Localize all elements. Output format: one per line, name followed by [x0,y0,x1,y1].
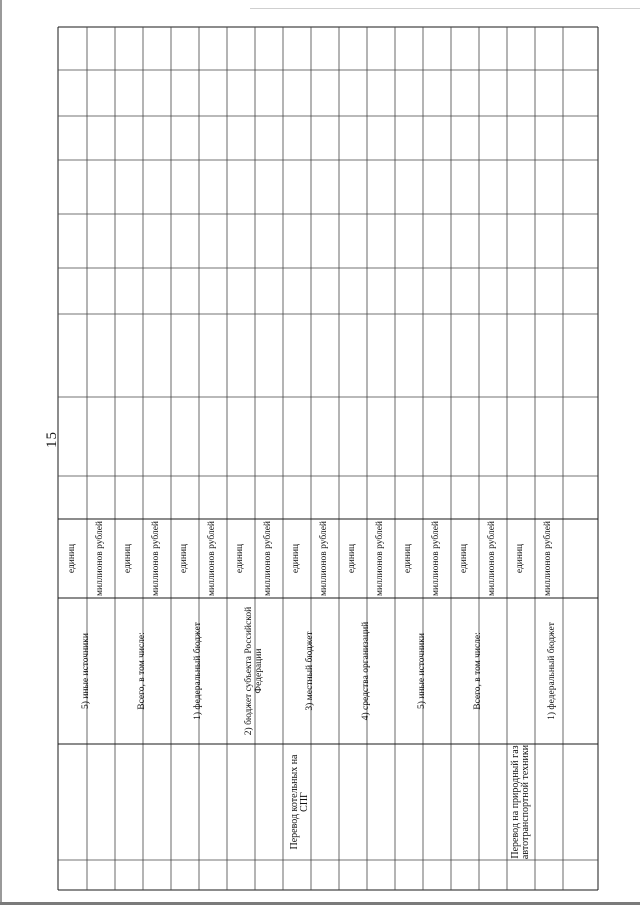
source-cell-local: 3) местный бюджет [305,631,316,711]
unit-cell: единиц [291,543,302,574]
unit-cell: миллионов рублей [487,521,498,596]
unit-cell: единиц [179,543,190,574]
unit-cell: миллионов рублей [375,521,386,596]
unit-cell: миллионов рублей [151,521,162,596]
unit-cell: миллионов рублей [319,521,330,596]
source-cell-regional: 2) бюджет субъекта Российской Федерации [244,606,264,736]
source-cell-other: 5) иные источники [80,633,91,709]
unit-cell: единиц [123,543,134,574]
source-cell-federal: 1) федеральный бюджет [193,622,204,720]
unit-cell: миллионов рублей [431,521,442,596]
unit-cell: миллионов рублей [543,521,554,596]
unit-cell: единиц [403,543,414,574]
unit-cell: единиц [347,543,358,574]
unit-cell: единиц [66,543,77,574]
unit-cell: миллионов рублей [95,521,106,596]
unit-cell: миллионов рублей [263,521,274,596]
page-number: 15 [44,431,60,448]
source-cell-other: 5) иные источники [417,633,428,709]
unit-cell: единиц [235,543,246,574]
source-cell-total: Всего, в том числе: [473,632,484,710]
category-boilers: Перевод котельных на СПГ [288,754,310,850]
unit-cell: единиц [459,543,470,574]
category-vehicles: Перевод на природный газ автотранспортной техники [509,744,531,860]
unit-cell: единиц [515,543,526,574]
source-cell-federal: 1) федеральный бюджет [546,622,557,720]
source-cell-organizations: 4) средства организаций [361,621,372,721]
source-cell-total: Всего, в том числе: [137,632,148,710]
unit-cell: миллионов рублей [207,521,218,596]
